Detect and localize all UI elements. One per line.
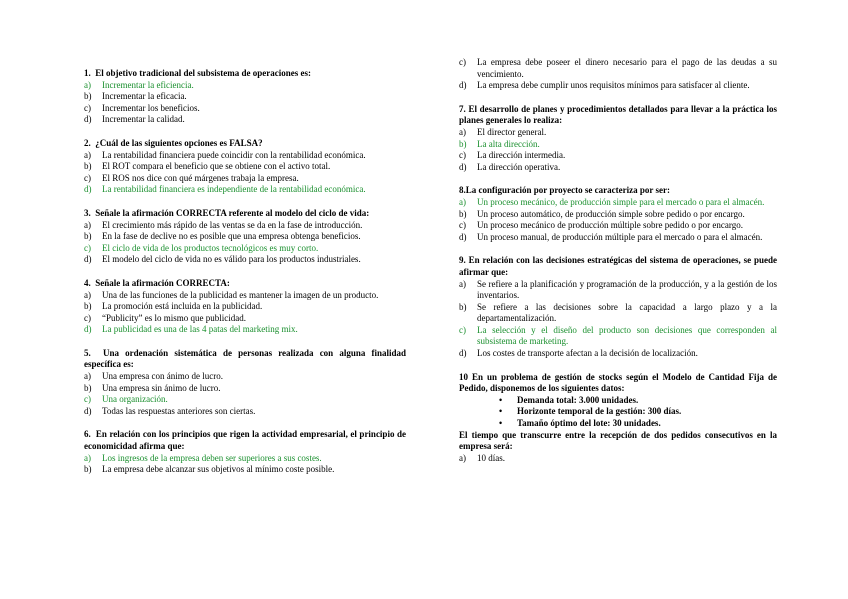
question-9: [459, 255, 777, 359]
bullet-icon: •: [499, 394, 503, 405]
option-a[interactable]: a) La rentabilidad financiera puede coincidir con la rentabilidad económica.: [84, 149, 366, 160]
option-b[interactable]: b) La alta dirección.: [459, 138, 540, 149]
question-6: [84, 429, 406, 475]
option-c[interactable]: c) La selección y el diseño del producto son decisiones que corresponden al subsistema de marketing.: [459, 324, 777, 347]
option-a[interactable]: a) Los ingresos de la empresa deben ser superiores a sus costes.: [84, 452, 322, 463]
question-title: 8.La configuración por proyecto se caracteriza por ser:: [459, 185, 670, 196]
question-1: [84, 68, 406, 126]
option-d[interactable]: d) Los costes de transporte afectan a la decisión de localización.: [459, 348, 698, 359]
option-b[interactable]: b) Un proceso automático, de producción simple sobre pedido o por encargo.: [459, 208, 745, 219]
option-d[interactable]: d) La dirección operativa.: [459, 161, 561, 172]
question-6-continued: [459, 57, 777, 92]
option-d[interactable]: d) El modelo del ciclo de vida no es válido para los productos industriales.: [84, 254, 361, 265]
option-c[interactable]: c) El ROS nos dice con qué márgenes trabaja la empresa.: [84, 172, 299, 183]
option-b[interactable]: b) La promoción está incluida en la publicidad.: [84, 301, 263, 312]
option-a[interactable]: a) 10 días.: [459, 452, 505, 463]
option-c[interactable]: c) “Publicity” es lo mismo que publicidad.: [84, 312, 246, 323]
question-title: 4. Señale la afirmación CORRECTA:: [84, 277, 230, 288]
option-c[interactable]: c) Incrementar los beneficios.: [84, 102, 200, 113]
option-b[interactable]: b) La empresa debe alcanzar sus objetivos al mínimo coste posible.: [84, 464, 335, 475]
question-title: 7. El desarrollo de planes y procedimientos detallados para llevar a la práctica los planes generales lo realiza:: [459, 103, 778, 126]
right-column: [459, 0, 777, 464]
option-d[interactable]: d) Un proceso manual, de producción múltiple para el mercado o para el almacén.: [459, 231, 763, 242]
question-8: [459, 185, 777, 243]
question-7: [459, 104, 777, 174]
option-d[interactable]: d) La rentabilidad financiera es independiente de la rentabilidad económica.: [84, 184, 366, 195]
option-d[interactable]: d) La empresa debe cumplir unos requisitos mínimos para satisfacer al cliente.: [459, 80, 750, 91]
option-d[interactable]: d) La publicidad es una de las 4 patas del marketing mix.: [84, 324, 298, 335]
option-b[interactable]: b) Se refiere a las decisiones sobre la capacidad a largo plazo y a la departamentalización.: [459, 301, 777, 324]
option-a[interactable]: a) Se refiere a la planificación y programación de la producción, y a la gestión de los inventarios.: [459, 278, 777, 301]
option-a[interactable]: a) Incrementar la eficiencia.: [84, 79, 194, 90]
question-title: 10 En un problema de gestión de stocks según el Modelo de Cantidad Fija de Pedido, disponemos de los siguientes datos:: [459, 371, 777, 394]
bullet-icon: •: [499, 406, 503, 417]
option-c[interactable]: c) La empresa debe poseer el dinero necesario para el pago de las deudas a su vencimiento.: [459, 57, 777, 79]
data-bullet: • Demanda total: 3.000 unidades.: [499, 394, 639, 405]
question-title: 5. Una ordenación sistemática de personas realizada con alguna finalidad específica es:: [84, 347, 406, 370]
question-title: 1. El objetivo tradicional del subsistema de operaciones es:: [84, 68, 311, 78]
option-c[interactable]: c) La dirección intermedia.: [459, 150, 566, 161]
left-column: [84, 0, 406, 476]
question-prompt: El tiempo que transcurre entre la recepción de dos pedidos consecutivos en la empresa será:: [459, 429, 777, 452]
question-title: 2. ¿Cuál de las siguientes opciones es FALSA?: [84, 137, 263, 148]
data-bullet: • Tamaño óptimo del lote: 30 unidades.: [499, 418, 661, 429]
option-b[interactable]: b) El ROT compara el beneficio que se obtiene con el activo total.: [84, 161, 331, 172]
question-4: [84, 278, 406, 336]
option-a[interactable]: a) Un proceso mecánico, de producción simple para el mercado o para el almacén.: [459, 196, 765, 207]
question-3: [84, 208, 406, 266]
option-d[interactable]: d) Todas las respuestas anteriores son ciertas.: [84, 405, 256, 416]
option-a[interactable]: a) El director general.: [459, 126, 547, 137]
option-c[interactable]: c) El ciclo de vida de los productos tecnológicos es muy corto.: [84, 242, 319, 253]
option-b[interactable]: b) Una empresa sin ánimo de lucro.: [84, 382, 221, 393]
question-2: [84, 138, 406, 196]
option-a[interactable]: a) Una empresa con ánimo de lucro.: [84, 371, 223, 382]
data-bullet: • Horizonte temporal de la gestión: 300 días.: [499, 406, 682, 417]
option-b[interactable]: b) Incrementar la eficacia.: [84, 91, 187, 102]
question-title: 3. Señale la afirmación CORRECTA referente al modelo del ciclo de vida:: [84, 207, 370, 218]
question-5: [84, 348, 406, 418]
option-b[interactable]: b) En la fase de declive no es posible que una empresa obtenga beneficios.: [84, 231, 361, 242]
question-title: 6. En relación con los principios que rigen la actividad empresarial, el principio de economicidad afirma que:: [84, 429, 406, 452]
question-10: [459, 372, 777, 465]
option-a[interactable]: a) El crecimiento más rápido de las ventas se da en la fase de introducción.: [84, 219, 363, 230]
option-c[interactable]: c) Una organización.: [84, 394, 168, 405]
bullet-icon: •: [499, 418, 503, 429]
option-d[interactable]: d) Incrementar la calidad.: [84, 114, 185, 125]
question-title: 9. En relación con las decisiones estratégicas del sistema de operaciones, se puede afirmar que:: [459, 255, 777, 277]
option-c[interactable]: c) Un proceso mecánico de producción múltiple sobre pedido o por encargo.: [459, 220, 744, 231]
option-a[interactable]: a) Una de las funciones de la publicidad es mantener la imagen de un producto.: [84, 289, 379, 300]
